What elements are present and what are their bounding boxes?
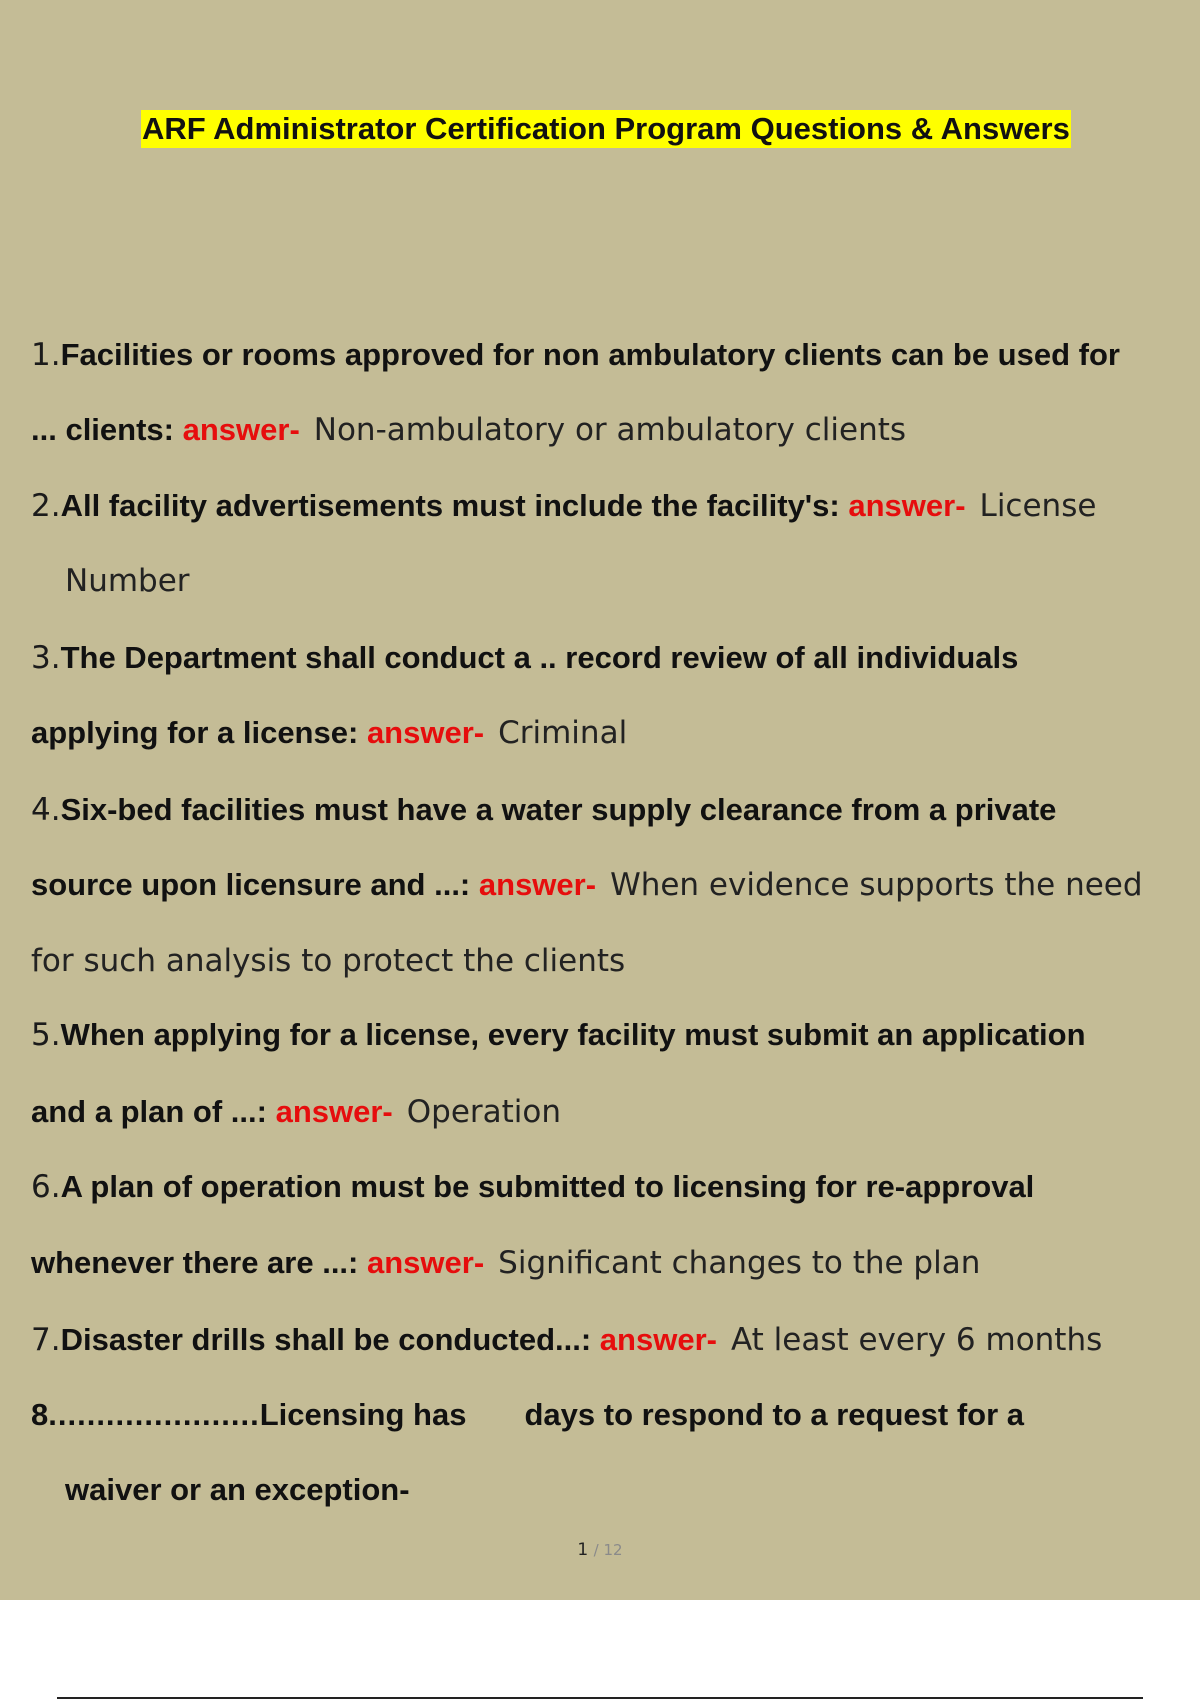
answer-label: answer- — [478, 867, 597, 902]
question-2-continued — [65, 561, 190, 601]
answer-label: answer- — [848, 488, 966, 523]
question-number: 4. — [31, 792, 61, 828]
answer-text: Number — [65, 563, 190, 599]
question-text: and a plan of ...: — [31, 1094, 267, 1129]
question-text: days to respond to a request for a — [524, 1397, 1025, 1432]
answer-text: When evidence supports the need — [610, 867, 1143, 903]
question-5 — [31, 1015, 1086, 1055]
question-2 — [31, 486, 1096, 526]
question-1-continued — [31, 410, 906, 450]
footer-rule — [57, 1697, 1143, 1699]
answer-text: At least every 6 months — [730, 1322, 1103, 1358]
answer-text: License — [979, 488, 1097, 524]
answer-label: answer- — [367, 1245, 485, 1280]
question-6-continued — [31, 1243, 980, 1283]
answer-text: Non-ambulatory or ambulatory clients — [313, 412, 907, 448]
question-text: All facility advertisements must include the facility's: — [60, 488, 840, 523]
question-text: Facilities or rooms approved for non ambulatory clients can be used for — [60, 337, 1120, 372]
question-4-answer-continued — [31, 941, 625, 981]
question-6 — [31, 1167, 1034, 1207]
question-text: Six-bed facilities must have a water supply clearance from a private — [60, 792, 1057, 827]
question-8 — [31, 1395, 1024, 1435]
page-total: / 12 — [593, 1541, 623, 1559]
answer-text: Significant changes to the plan — [498, 1245, 981, 1281]
question-text: When applying for a license, every facility must submit an application — [60, 1017, 1086, 1052]
question-text: applying for a license: — [31, 715, 359, 750]
answer-label: answer- — [599, 1322, 717, 1357]
question-text: Disaster drills shall be conducted...: — [60, 1322, 592, 1357]
question-7 — [31, 1320, 1102, 1360]
question-3-continued — [31, 713, 627, 753]
question-number: 3. — [31, 640, 61, 676]
question-text: waiver or an exception- — [65, 1472, 410, 1507]
question-text: Licensing has — [259, 1397, 467, 1432]
answer-label: answer- — [366, 715, 485, 750]
question-text: whenever there are ...: — [31, 1245, 359, 1280]
question-1 — [31, 335, 1120, 375]
question-number: 1. — [31, 337, 61, 373]
question-text: The Department shall conduct a .. record review of all individuals — [60, 640, 1019, 675]
answer-text: Operation — [406, 1094, 562, 1130]
question-8-continued — [65, 1470, 410, 1510]
answer-text: for such analysis to protect the clients — [31, 943, 626, 979]
answer-label: answer- — [182, 412, 300, 447]
question-4 — [31, 790, 1056, 830]
blank-dots: ...................... — [48, 1397, 260, 1432]
question-number: 6. — [31, 1169, 61, 1205]
question-4-continued — [31, 865, 1143, 905]
question-text: A plan of operation must be submitted to licensing for re-approval — [60, 1169, 1035, 1204]
question-text: ... clients: — [31, 412, 174, 447]
answer-label: answer- — [275, 1094, 393, 1129]
question-text: source upon licensure and ...: — [31, 867, 471, 902]
question-number: 8 — [31, 1397, 49, 1432]
answer-text: Criminal — [498, 715, 628, 751]
document-title: ARF Administrator Certification Program Questions & Answers — [142, 111, 1070, 146]
question-5-continued — [31, 1092, 561, 1132]
question-number: 5. — [31, 1017, 61, 1053]
question-number: 7. — [31, 1322, 61, 1358]
question-3 — [31, 638, 1018, 678]
page-current: 1 — [577, 1540, 589, 1560]
question-number: 2. — [31, 488, 61, 524]
page-indicator — [0, 1540, 1200, 1560]
